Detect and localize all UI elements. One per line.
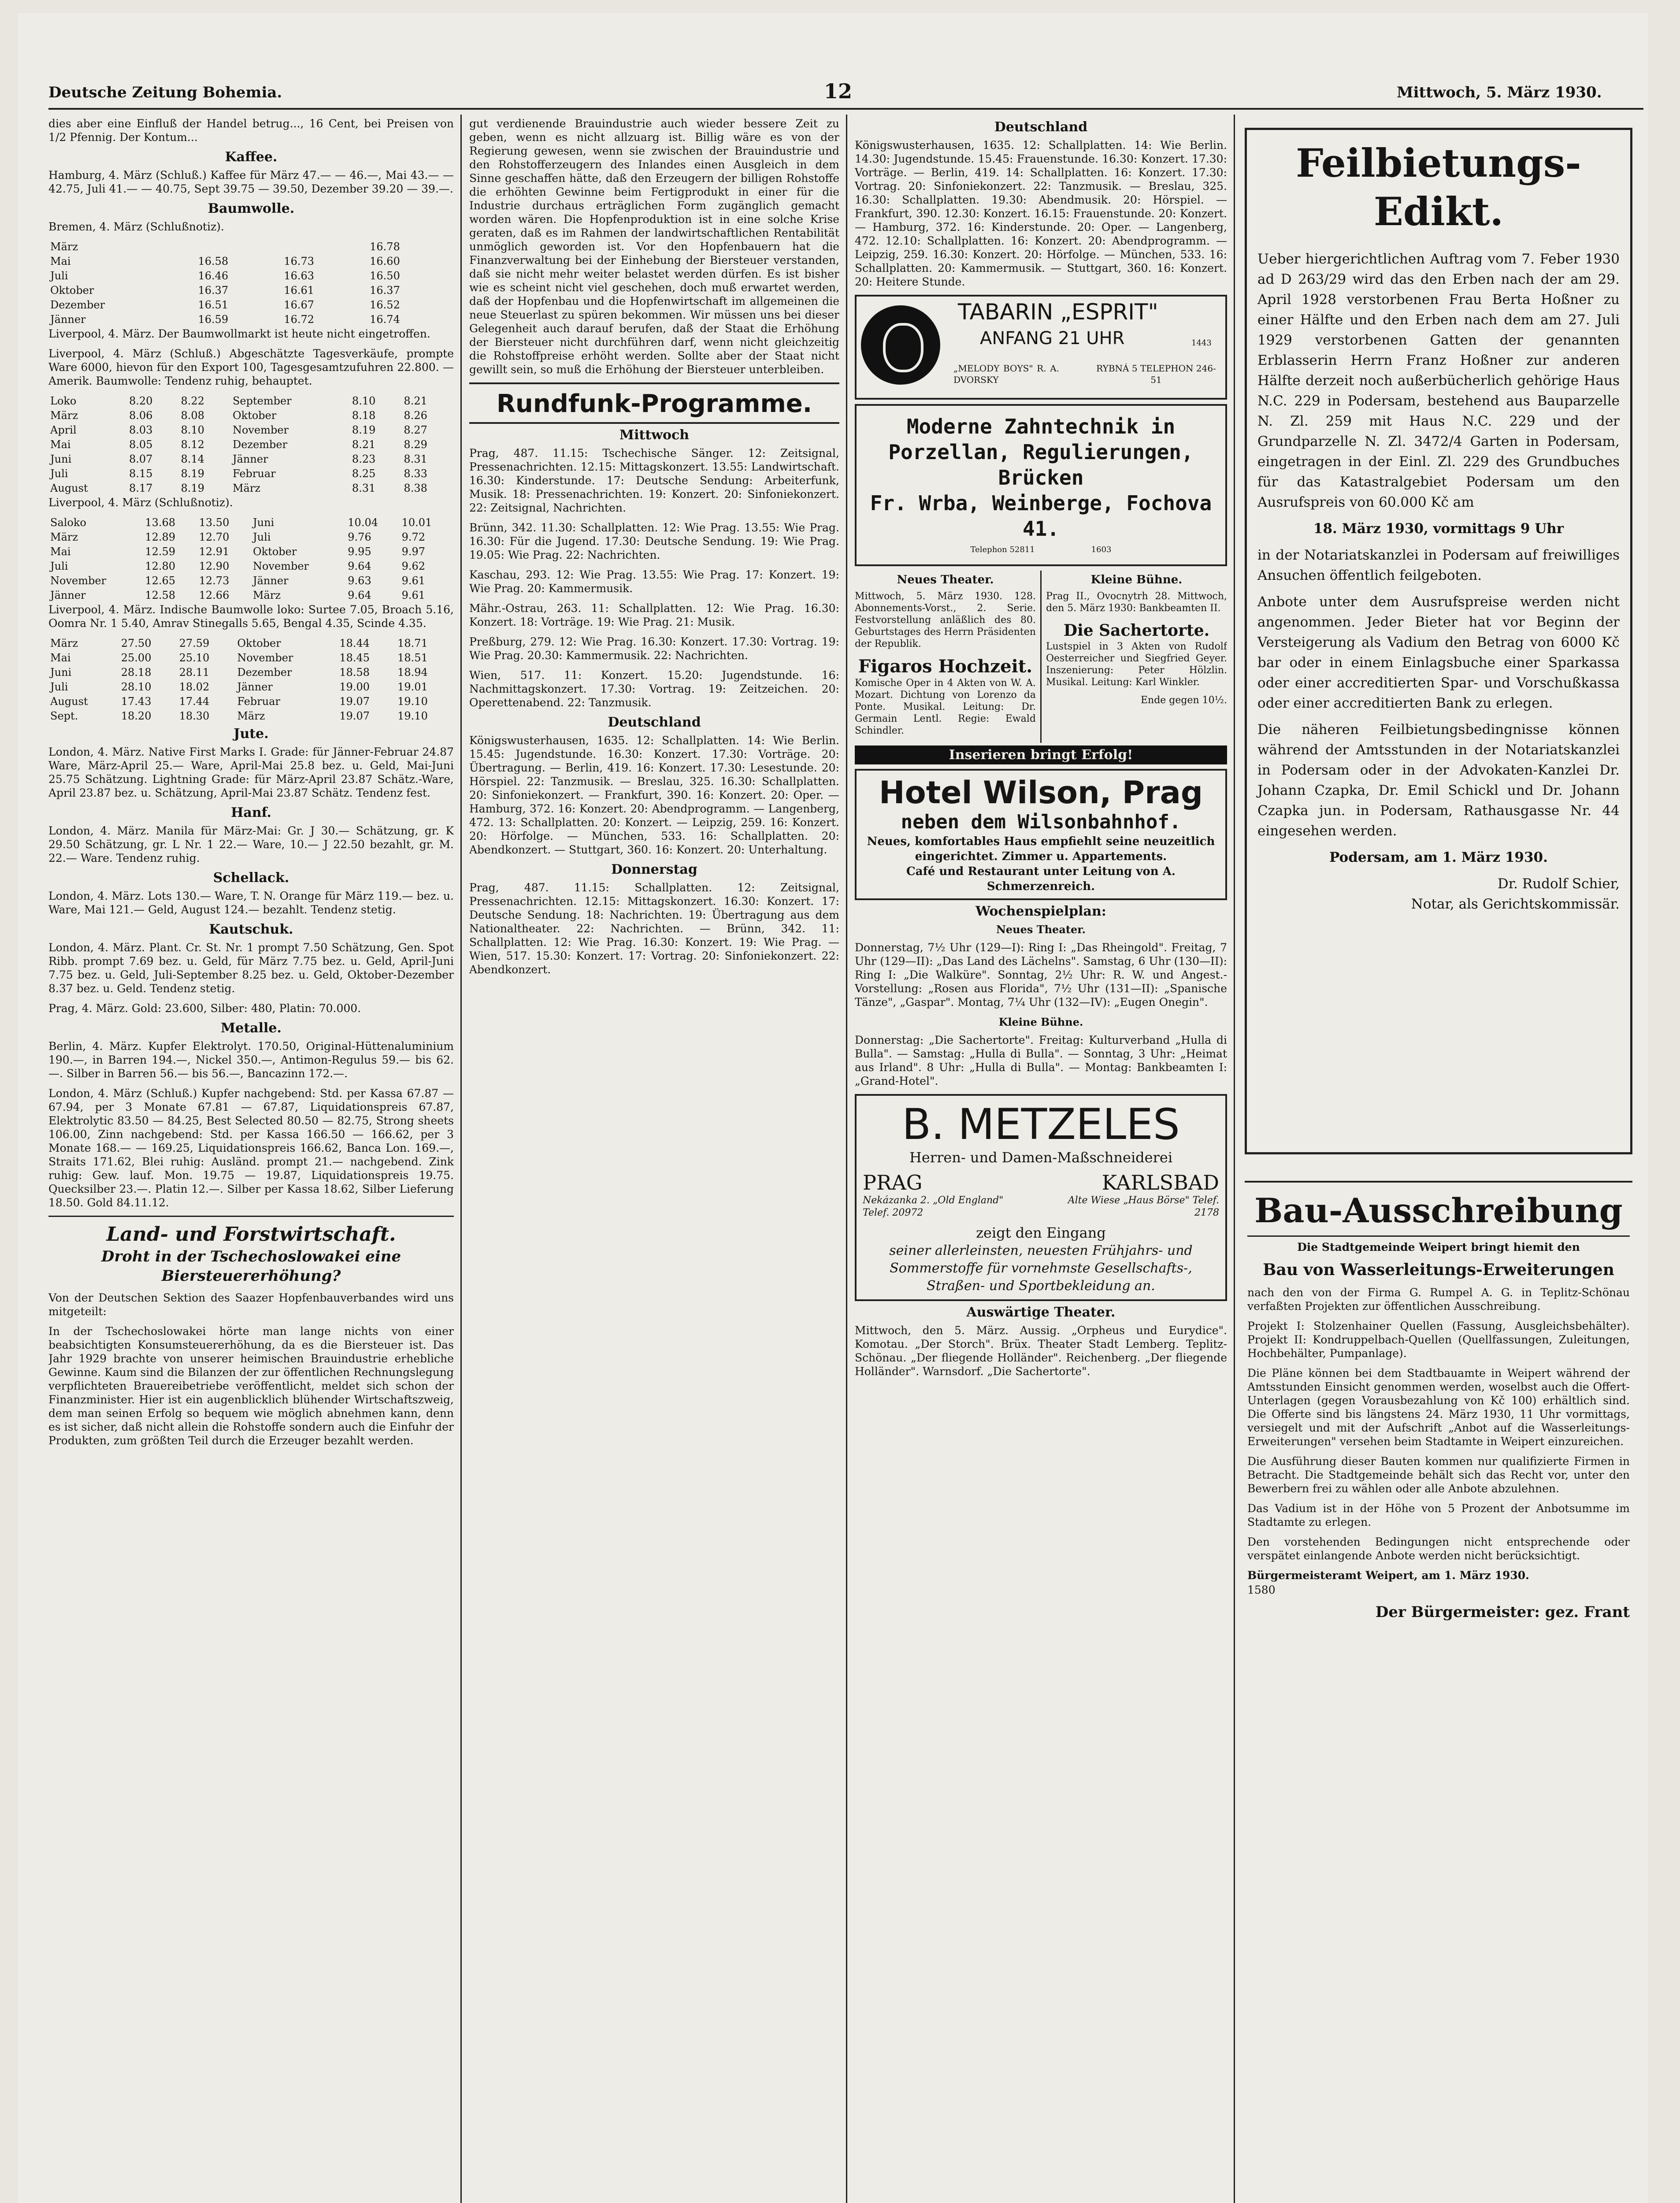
- radio-germany: Königswusterhausen, 1635. 12: Schallplatten. 14: Wie Berlin. 14.30: Jugendstunde. 15.45: Frauenstunde. 16.30: Konzert. 17.30: Vorträge. — Berlin, 419. 14: Schallplatten. 16: Konzert. 17.30: Vortrag. 20: Sinfoniekonzert. 22: Tanzmusik. — Breslau, 325. 16.30: Schallplatten. 19.30: Abendmusik. 20: Hörspiel. — Frankfurt, 390. 12.30: Konzert. 16.15: Frauenstunde. 20: Konzert. — Hamburg, 372. 16: Kinderstunde. 20: Oper. — Langenberg, 472. 12.10: Schallplatten. 16: Konzert. 20: Abendprogramm. — Leipzig, 259. 16.30: Konzert. 20: Hörfolge. — München, 533. 16: Schallplatten. 20: Kammermusik. — Stuttgart, 360. 16: Konzert. 20: Heitere Stunde.: [855, 139, 1227, 288]
- precious-metals: Prag, 4. März. Gold: 23.600, Silber: 480, Platin: 70.000.: [48, 1002, 361, 1015]
- metzeles-name: B. METZELES: [902, 1100, 1180, 1149]
- egypt-heading: Liverpool, 4. März (Schlußnotiz).: [48, 496, 233, 509]
- feil-paragraph: Anbote unter dem Ausrufspreise werden nicht angenommen. Jeder Bieter hat vor Beginn der Versteigerung als Vadium den Betrag von 6000 Kč bar oder in einem Einlagsbuche einer Sparkassa oder einer accreditierten Spar- und Vorschußkassa oder einer accreditierten Bank zu erlegen.: [1257, 594, 1620, 711]
- feil-paragraph: Ueber hiergerichtlichen Auftrag vom 7. Feber 1930 ad D 263/29 wird das den Erben nach der am 29. April 1928 verstorbenen Frau Berta Hoßner zu einer Hälfte und den Erben nach dem am 27. Juli 1929 verstorbenen Gatten der genannten Erblasserin Herrn Franz Hoßner zur anderen Hälfte derzeit noch außerbücherlich gehörige Haus N.C. 229 in Podersam, bestehend aus Bauparzelle N. Zl. 259 mit Haus N.C. 229 und der Grundparzelle N. Zl. 3472/4 Garten in Podersam, eingetragen in der Einl. Zl. 229 des Grundbuches für das Katastralgebiet Podersam um den Ausrufspreis von 60.000 Kč am: [1257, 251, 1620, 510]
- zahn-address: Fr. Wrba, Weinberge, Fochova 41.: [870, 491, 1212, 541]
- section-rubber: Kautschuk.: [209, 922, 293, 937]
- article-continuation: gut verdienende Brauindustrie auch wieder bessere Zeit zu geben, wenn es nicht allzuarg ist. Billig wäre es von der Regierung gewesen, wenn sie zwischen der Brauindustrie und den Rohstofferzeugern des Inlandes einen Ausgleich in dem Sinne geschaffen hätte, daß den Erzeugern der billigen Rohstoffe die erhöhten Gewinne beim Fertigprodukt in einer für die Industrie durchaus erträglichen Form zugänglich gemacht worden wären. Die Hopfenproduktion ist in eine solche Krise geraten, daß es im Rahmen der landwirtschaftlichen Rentabilität unmöglich geworden ist. Vor den Hopfenbauern hat die Finanzverwaltung bei der Einhebung der Biersteuer verstanden, daß sie nicht mehr weiter belastet werden dürfen. Es ist bisher wie es scheint nicht viel geschehen, doch muß erwartet werden, daß der Hopfenbau und die Hopfenwirtschaft im allgemeinen die neue Steuerlast zu spüren bekommen. Wir müssen uns bei dieser Gelegenheit auch darauf berufen, daß der Staat die Erhöhung der Biersteuer nicht durchführen darf, wenn nicht gleichzeitig die Rohstoffpreise erhöht werden. Sollte aber der Staat nicht gewillt sein, so muß die Erhöhung der Biersteuer unterbleiben.: [469, 117, 839, 376]
- column-rule: [846, 115, 847, 2203]
- liverpool-note: Liverpool, 4. März. Der Baumwollmarkt ist heute nicht eingetroffen.: [48, 327, 430, 340]
- table-row: August 17.43 17.44 Februar 19.07 19.10: [50, 695, 428, 708]
- theater-heading: Neues Theater.: [897, 573, 994, 586]
- feil-signature-title: Notar, als Gerichtskommissär.: [1411, 896, 1620, 912]
- berlin-metals: Berlin, 4. März. Kupfer Elektrolyt. 170.50, Original-Hüttenaluminium 190.—, in Barren 194.—, Nickel 350.—, Antimon-Regulus 59.— bis 62.—. Silber in Barren 56.— bis 56.—, Bancazinn 172.—.: [48, 1040, 454, 1080]
- bau-subject: Bau von Wasserleitungs-Erweiterungen: [1263, 1261, 1614, 1279]
- notice-bau: [1245, 1181, 1632, 2203]
- table-row: Jänner 16.59 16.72 16.74: [50, 313, 400, 326]
- table-row: März 16.78: [50, 241, 400, 253]
- table-row: Sept. 18.20 18.30 März 19.07 19.10: [50, 710, 428, 722]
- ad-number: 1603: [1091, 545, 1112, 554]
- sachertorte-title: Die Sachertorte.: [1063, 621, 1210, 640]
- table-row: März 12.89 12.70 Juli 9.76 9.72: [50, 531, 426, 543]
- table-row: Juli 12.80 12.90 November 9.64 9.62: [50, 560, 426, 572]
- agri-paragraph: In der Tschechoslowakei hörte man lange nichts von einer beabsichtigten Konsumsteuererhöhung, da es die Biersteuer ist. Das Jahr 1929 brachte von unserer heimischen Brauindustrie erhebliche Gewinne. Kaum sind die Bilanzen der zur öffentlichen Rechnungslegung verpflichteten Brauereibetriebe veröffentlicht, meldet sich schon der Finanzminister. Hier ist ein augenblicklich blühender Wirtschaftszweig, dem man seinen Erfolg so bequem wie möglich abnehmen kann, denn es ist sicher, daß nicht allein die Rohstoffe sondern auch die Einfuhr der Produkten, zum größten Teil durch die Erzeuger bezahlt werden.: [48, 1325, 454, 1447]
- ad-metzeles: [855, 1094, 1227, 1301]
- radio-title: Rundfunk-Programme.: [496, 389, 812, 418]
- column-radio: [469, 117, 839, 2203]
- bau-signature: Der Bürgermeister: gez. Frant: [1375, 1603, 1630, 1621]
- table-row: August 8.17 8.19 März 8.31 8.38: [50, 482, 427, 494]
- wilson-cafe: Café und Restaurant unter Leitung von A. Schmerzenreich.: [906, 865, 1176, 893]
- weekly-program-text: Donnerstag, 7½ Uhr (129—I): Ring I: „Das Rheingold". Freitag, 7 Uhr (129—II): „Das Land des Lächelns". Samstag, 6 Uhr (130—II): Ring I: „Die Walküre". Sonntag, 2½ Uhr: R. W. und Angest.-Vorstellung: „Rosen aus Florida", 7½ Uhr (131—II): „Spanische Tänze", „Gaspar". Montag, 7¼ Uhr (132—IV): „Eugen Onegin".: [855, 941, 1227, 1009]
- market-intro: dies aber eine Einfluß der Handel betrug..., 16 Cent, bei Preisen von 1/2 Pfennig. Der Kontum...: [48, 117, 454, 144]
- table-row: März 8.06 8.08 Oktober 8.18 8.26: [50, 409, 427, 422]
- table-row: April 8.03 8.10 November 8.19 8.27: [50, 424, 427, 436]
- table-row: Jänner 12.58 12.66 März 9.64 9.61: [50, 589, 426, 601]
- india-table: [48, 636, 454, 723]
- zahn-phone: Telephon 52811: [970, 545, 1035, 554]
- weekly-kleine-buehne: Kleine Bühne.: [998, 1016, 1083, 1028]
- table-row: Saloko 13.68 13.50 Juni 10.04 10.01: [50, 516, 432, 529]
- bau-paragraph: Das Vadium ist in der Höhe von 5 Prozent der Anbotsumme im Stadtamte zu erlegen.: [1247, 1502, 1630, 1528]
- ad-tabarin: [855, 295, 1227, 400]
- table-row: Mai 8.05 8.12 Dezember 8.21 8.29: [50, 438, 427, 451]
- tabarin-logo-icon: [861, 305, 940, 385]
- section-rule: [469, 422, 839, 424]
- bau-paragraph: Die Ausführung dieser Bauten kommen nur qualifizierte Firmen in Betracht. Die Stadtgemeinde behält sich das Recht vor, unter den Bewerbern frei zu wählen oder alle Anbote abzulehnen.: [1247, 1455, 1630, 1495]
- table-row: November 12.65 12.73 Jänner 9.63 9.61: [50, 575, 426, 587]
- london-metals: London, 4. März (Schluß.) Kupfer nachgebend: Std. per Kassa 67.87 — 67.94, per 3 Monate 67.81 — 67.87, Liquidationspreis 67.87, Elektrolytic 83.50 — 84.25, Best Selected 80.50 — 82.75, Strong sheets 106.00, Zinn nachgebend: Std. per Kassa 166.50 — 166.62, per 3 Monate 168.— — 169.25, Liquidationspreis 166.62, Banca Lon. 169.—, Straits 171.62, Blei ruhig: Ausländ. prompt 21.— nachgebend. Zink ruhig: Gew. lauf. Mon. 19.75 — 19.87, Liquidationspreis 19.75. Quecksilber 23.—. Platin 12.—. Silber per Kassa 18.62, Silber Lieferung 18.50. Gold 84.11.12.: [48, 1087, 454, 1209]
- feil-signature: Dr. Rudolf Schier,: [1497, 876, 1620, 892]
- table-row: Juni 28.18 28.11 Dezember 18.58 18.94: [50, 666, 428, 679]
- table-row: Loko 8.20 8.22 September 8.10 8.21: [50, 395, 427, 407]
- theater-right: [1046, 571, 1227, 743]
- egypt-table: [48, 516, 454, 603]
- wilson-rooms: Neues, komfortables Haus empfiehlt seine neuzeitlich eingerichtet. Zimmer u. Appartements.: [867, 835, 1215, 863]
- section-rule: [1247, 1235, 1630, 1237]
- radio-prag: Prag, 487. 11.15: Tschechische Sänger. 12: Zeitsignal, Pressenachrichten. 12.15: Mittagskonzert. 13.55: Landwirtschaft. 16.30: Kinderstunde. 17: Deutsche Sendung: Arbeiterfunk, Musik. 18: Pressenachrichten. 19: Konzert. 20: Sinfoniekonzert. 22: Zeitsignal, Nachrichten.: [469, 447, 839, 514]
- liverpool-report: Liverpool, 4. März (Schluß.) Abgeschätzte Tagesverkäufe, prompte Ware 6000, hievon für den Export 100, Tagesgesamtzufuhren 22.800. — Amerik. Baumwolle: Tendenz ruhig, behauptet.: [48, 347, 454, 387]
- radio-day-wednesday: Mittwoch: [619, 427, 690, 443]
- radio-thursday: Prag, 487. 11.15: Schallplatten. 12: Zeitsignal, Pressenachrichten. 12.15: Mittagskonzert. 16.30: Konzert. 17: Deutsche Sendung. 18: Nachrichten. 19: Übertragung aus dem Nationaltheater. 22: Nachrichten. — Brünn, 342. 11: Schallplatten. 12: Wie Prag. 16.30: Konzert. 19: Wie Prag. — Wien, 517. 15.30: Konzert. 17: Vortrag. 20: Sinfoniekonzert. 22: Abendkonzert.: [469, 881, 839, 976]
- section-shellac: Schellack.: [213, 870, 289, 886]
- agri-subtitle: Droht in der Tschechoslowakei eine Biersteuererhöhung?: [101, 1248, 401, 1285]
- sachertorte-text: Lustspiel in 3 Akten von Rudolf Oesterreicher und Siegfried Geyer. Inszenierung: Peter Hölzlin. Musikal. Leitung: Karl Winkler.: [1046, 641, 1227, 688]
- issue-date: Mittwoch, 5. März 1930.: [1397, 84, 1602, 101]
- agri-paragraph: Von der Deutschen Sektion des Saazer Hopfenbauverbandes wird uns mitgeteilt:: [48, 1291, 454, 1318]
- newspaper-page: [18, 13, 1648, 2203]
- weekly-program-heading: Wochenspielplan:: [975, 904, 1106, 919]
- bau-paragraph: nach den von der Firma G. Rumpel A. G. in Teplitz-Schönau verfaßten Projekten zur öffentlichen Ausschreibung.: [1247, 1286, 1630, 1313]
- bau-paragraph: Den vorstehenden Bedingungen nicht entsprechende oder verspätet einlangende Anbote werden nicht berücksichtigt.: [1247, 1535, 1630, 1562]
- weekly-kleine-text: Donnerstag: „Die Sachertorte". Freitag: Kulturverband „Hulla di Bulla". — Samstag: „Hulla di Bulla". — Sonntag, 3 Uhr: „Heimat aus Irland". 8 Uhr: „Hulla di Bulla". — Montag: Bankbeamten I: „Grand-Hotel".: [855, 1034, 1227, 1087]
- kleine-buehne-text: Prag II., Ovocnytrh 28. Mittwoch, den 5. März 1930: Bankbeamten II.: [1046, 591, 1227, 614]
- header-rule: [48, 108, 1643, 110]
- end-time: Ende gegen 10½.: [1140, 695, 1227, 706]
- table-row: Juni 8.07 8.14 Jänner 8.23 8.31: [50, 453, 427, 465]
- liverpool-table: [48, 394, 454, 496]
- table-row: Dezember 16.51 16.67 16.52: [50, 299, 400, 311]
- metzeles-trade: Herren- und Damen-Maßschneiderei: [909, 1149, 1173, 1166]
- section-metals: Metalle.: [221, 1020, 282, 1036]
- section-rule: [48, 1216, 454, 1217]
- table-row: Mai 16.58 16.73 16.60: [50, 255, 400, 267]
- metzeles-eingang: zeigt den Eingang: [976, 1224, 1106, 1241]
- radio-germany-heading: Deutschland: [994, 119, 1088, 135]
- section-cotton: Baumwolle.: [208, 201, 295, 216]
- table-row: Juli 16.46 16.63 16.50: [50, 270, 400, 282]
- table-row: Juli 8.15 8.19 Februar 8.25 8.33: [50, 467, 427, 480]
- bremen-table: [48, 240, 454, 327]
- radio-pressburg: Preßburg, 279. 12: Wie Prag. 16.30: Konzert. 17.30: Vortrag. 19: Wie Prag. 20.30: Kammermusik. 22: Nachrichten.: [469, 635, 839, 662]
- weekly-new-theater: Neues Theater.: [996, 923, 1086, 936]
- section-jute: Jute.: [234, 726, 269, 742]
- wilson-location: neben dem Wilsonbahnhof.: [901, 811, 1181, 833]
- bremen-heading: Bremen, 4. März (Schlußnotiz).: [48, 220, 224, 233]
- tabarin-time: ANFANG 21 UHR: [980, 328, 1125, 349]
- feil-title: Feilbietungs-Edikt.: [1296, 140, 1581, 234]
- column-ads: [855, 117, 1227, 2203]
- metzeles-locations: [863, 1171, 1219, 1219]
- bau-title: Bau-Ausschreibung: [1254, 1191, 1623, 1230]
- radio-kaschau: Kaschau, 293. 12: Wie Prag. 13.55: Wie Prag. 17: Konzert. 19: Wie Prag. 20: Kammermusik.: [469, 568, 839, 595]
- zahn-headline: Moderne Zahntechnik in Porzellan, Regulierungen, Brücken: [888, 415, 1194, 490]
- column-rule: [460, 115, 462, 2203]
- page-number: 12: [824, 79, 853, 103]
- jute-report: London, 4. März. Native First Marks I. Grade: für Jänner-Februar 24.87 Ware, März-April 25.— Ware, April-Mai 25.8 bez. u. Geld, Mai-Juni 25.75 Schätzung. Lightning Grade: für März-April 23.87 Schätz.-Ware, April 23.87 bez. u. Schätzung, April-Mai 23.87 Schätz. Tendenz fest.: [48, 745, 454, 799]
- table-row: Oktober 16.37 16.61 16.37: [50, 284, 400, 297]
- radio-germany-heading: Deutschland: [608, 715, 701, 730]
- feil-place-date: Podersam, am 1. März 1930.: [1329, 849, 1548, 865]
- rubber-report: London, 4. März. Plant. Cr. St. Nr. 1 prompt 7.50 Schätzung, Gen. Spot Ribb. prompt 7.69 bez. u. Geld, für März 7.75 bez. u. Geld, April-Juni 7.75 bez. u. Geld, Juli-September 8.25 bez. u. Geld, Oktober-Dezember 8.37 bez. u. Geld. Tendenz stetig.: [48, 941, 454, 995]
- bau-place-date: Bürgermeisteramt Weipert, am 1. März 1930.: [1247, 1569, 1529, 1582]
- theater-left: [855, 571, 1036, 743]
- hamburg-coffee: Hamburg, 4. März (Schluß.) Kaffee für März 47.— — 46.—, Mai 43.— — 42.75, Juli 41.— — 40.75, Sept 39.75 — 39.50, Dezember 39.20 — 39.—.: [48, 169, 454, 195]
- inserieren-banner: Inserieren bringt Erfolg!: [855, 745, 1227, 764]
- agri-title: Land- und Forstwirtschaft.: [106, 1223, 396, 1246]
- tabarin-name: TABARIN „ESPRIT": [958, 299, 1158, 325]
- external-theaters-text: Mittwoch, den 5. März. Aussig. „Orpheus und Eurydice". Komotau. „Der Storch". Brüx. Theater Stadt Lemberg. Teplitz-Schönau. „Der fliegende Holländer". Reichenberg. „Der fliegende Holländer". Warnsdorf. „Die Sachertorte".: [855, 1324, 1227, 1378]
- column-notices: [1245, 128, 1632, 2203]
- wilson-name: Hotel Wilson, Prag: [879, 775, 1203, 811]
- feil-date: 18. März 1930, vormittags 9 Uhr: [1313, 521, 1564, 537]
- metzeles-text: seiner allerleinsten, neuesten Frühjahrs- und Sommerstoffe für vornehmste Gesellschafts-, Straßen- und Sportbekleidung an.: [889, 1243, 1193, 1294]
- feil-paragraph: Die näheren Feilbietungsbedingnisse können während der Amtsstunden in der Notariatskanzlei in Podersam oder in der Advokaten-Kanzlei Dr. Johann Czapka, Dr. Emil Schickl und Dr. Johann Czapka jun. in Podersam, Rathausgasse Nr. 44 eingesehen werden.: [1257, 722, 1620, 839]
- radio-mahr-ostrau: Mähr.-Ostrau, 263. 11: Schallplatten. 12: Wie Prag. 16.30: Konzert. 18: Vorträge. 19: Wie Prag. 21: Musik.: [469, 602, 839, 628]
- bau-intro: Die Stadtgemeinde Weipert bringt hiemit den: [1297, 1241, 1580, 1254]
- metzeles-karlsbad: KARLSBAD Alte Wiese „Haus Börse" Telef. 2178: [1068, 1171, 1219, 1218]
- paper-title: Deutsche Zeitung Bohemia.: [48, 84, 282, 101]
- figaro-title: Figaros Hochzeit.: [858, 656, 1033, 677]
- radio-day-thursday: Donnerstag: [611, 862, 697, 877]
- column-rule: [1234, 115, 1235, 2203]
- kleine-buehne-heading: Kleine Bühne.: [1090, 573, 1183, 586]
- theater-block: [855, 571, 1227, 743]
- bau-paragraph: Die Pläne können bei dem Stadtbauamte in Weipert während der Amtsstunden Einsicht genommen werden, woselbst auch die Offert-Unterlagen (gegen Vorausbezahlung von Kč 100) erhältlich sind. Die Offerte sind bis längstens 24. März 1930, 11 Uhr vormittags, versiegelt und mit der Aufschrift „Anbot auf die Wasserleitungs-Erweiterungen" versehen beim Stadtamte in Weipert einzureichen.: [1247, 1367, 1630, 1448]
- radio-germany: Königswusterhausen, 1635. 12: Schallplatten. 14: Wie Berlin. 15.45: Jugendstunde. 16.30: Konzert. 17.30: Vorträge. 20: Übertragung. — Berlin, 419. 16: Konzert. 17.30: Lesestunde. 20: Hörspiel. 22: Tanzmusik. — Breslau, 325. 16.30: Schallplatten. 20: Sinfoniekonzert. — Frankfurt, 390. 16: Konzert. 20: Oper. — Hamburg, 372. 16: Konzert. 20: Abendprogramm. — Langenberg, 472. 13: Schallplatten. 20: Konzert. — Leipzig, 259. 16: Konzert. 20: Hörfolge. — München, 533. 16: Schallplatten. 20: Abendkonzert. — Stuttgart, 360. 16: Konzert. 20: Unterhaltung.: [469, 734, 839, 856]
- metzeles-prag: PRAG Nekázanka 2. „Old England" Telef. 20972: [863, 1171, 1004, 1218]
- table-row: Juli 28.10 18.02 Jänner 19.00 19.01: [50, 681, 428, 693]
- feil-paragraph: in der Notariatskanzlei in Podersam auf freiwilliges Ansuchen öffentlich feilgeboten.: [1257, 547, 1620, 583]
- radio-wien: Wien, 517. 11: Konzert. 15.20: Jugendstunde. 16: Nachmittagskonzert. 17.30: Vortrag. 19: Zeitzeichen. 20: Operettenabend. 22: Tanzmusik.: [469, 669, 839, 709]
- ad-hotel-wilson: [855, 769, 1227, 900]
- tabarin-band: „MELODY BOYS" R. A. DVORSKY: [953, 363, 1059, 385]
- column-markets: [48, 117, 454, 2203]
- ad-number: 1443: [1191, 338, 1212, 348]
- figaro-text: Komische Oper in 4 Akten von W. A. Mozart. Dichtung von Lorenzo da Ponte. Musikal. Leitung: Dr. Germain Lentl. Regie: Ewald Schindler.: [855, 678, 1036, 736]
- notice-feilbietung: [1245, 128, 1632, 1154]
- bau-paragraph: Projekt I: Stolzenhainer Quellen (Fassung, Ausgleichsbehälter). Projekt II: Kondruppelbach-Quellen (Quellfassungen, Zuleitungen, Hochbehälter, Pumpanlage).: [1247, 1320, 1630, 1360]
- table-row: Mai 12.59 12.91 Oktober 9.95 9.97: [50, 545, 426, 558]
- hemp-report: London, 4. März. Manila für März-Mai: Gr. J 30.— Schätzung, gr. K 29.50 Schätzung, gr. L Nr. 1 22.— Ware, 10.— J 22.50 bezahlt, gr. M. 22.— Ware. Tendenz ruhig.: [48, 824, 454, 864]
- ad-number: 1580: [1247, 1584, 1276, 1596]
- india-heading: Liverpool, 4. März. Indische Baumwolle loko: Surtee 7.05, Broach 5.16, Oomra Nr. 1 5.40, Amrav Stinegalls 5.65, Bengal 4.35, Scinde 4.35.: [48, 603, 454, 630]
- section-coffee: Kaffee.: [225, 149, 278, 165]
- tabarin-address: RYBNÁ 5 TELEPHON 246-51: [1096, 363, 1216, 385]
- table-row: Mai 25.00 25.10 November 18.45 18.51: [50, 652, 428, 664]
- shellac-report: London, 4. März. Lots 130.— Ware, T. N. Orange für März 119.— bez. u. Ware, Mai 121.— Geld, August 124.— bezahlt. Tendenz stetig.: [48, 890, 454, 916]
- theater-text: Mittwoch, 5. März 1930. 128. Abonnements-Vorst., 2. Serie. Festvorstellung anläßlich des 80. Geburtstages des Herrn Präsidenten der Republik.: [855, 591, 1036, 649]
- section-rule: [469, 382, 839, 384]
- external-theaters-heading: Auswärtige Theater.: [966, 1305, 1116, 1320]
- radio-brunn: Brünn, 342. 11.30: Schallplatten. 12: Wie Prag. 13.55: Wie Prag. 16.30: Für die Jugend. 17.30: Deutsche Sendung. 19: Wie Prag. 19.05: Wie Prag. 22: Nachrichten.: [469, 521, 839, 561]
- table-row: März 27.50 27.59 Oktober 18.44 18.71: [50, 637, 428, 649]
- section-hemp: Hanf.: [231, 805, 271, 820]
- ad-zahntechnik: [855, 404, 1227, 566]
- column-rule: [1040, 571, 1042, 743]
